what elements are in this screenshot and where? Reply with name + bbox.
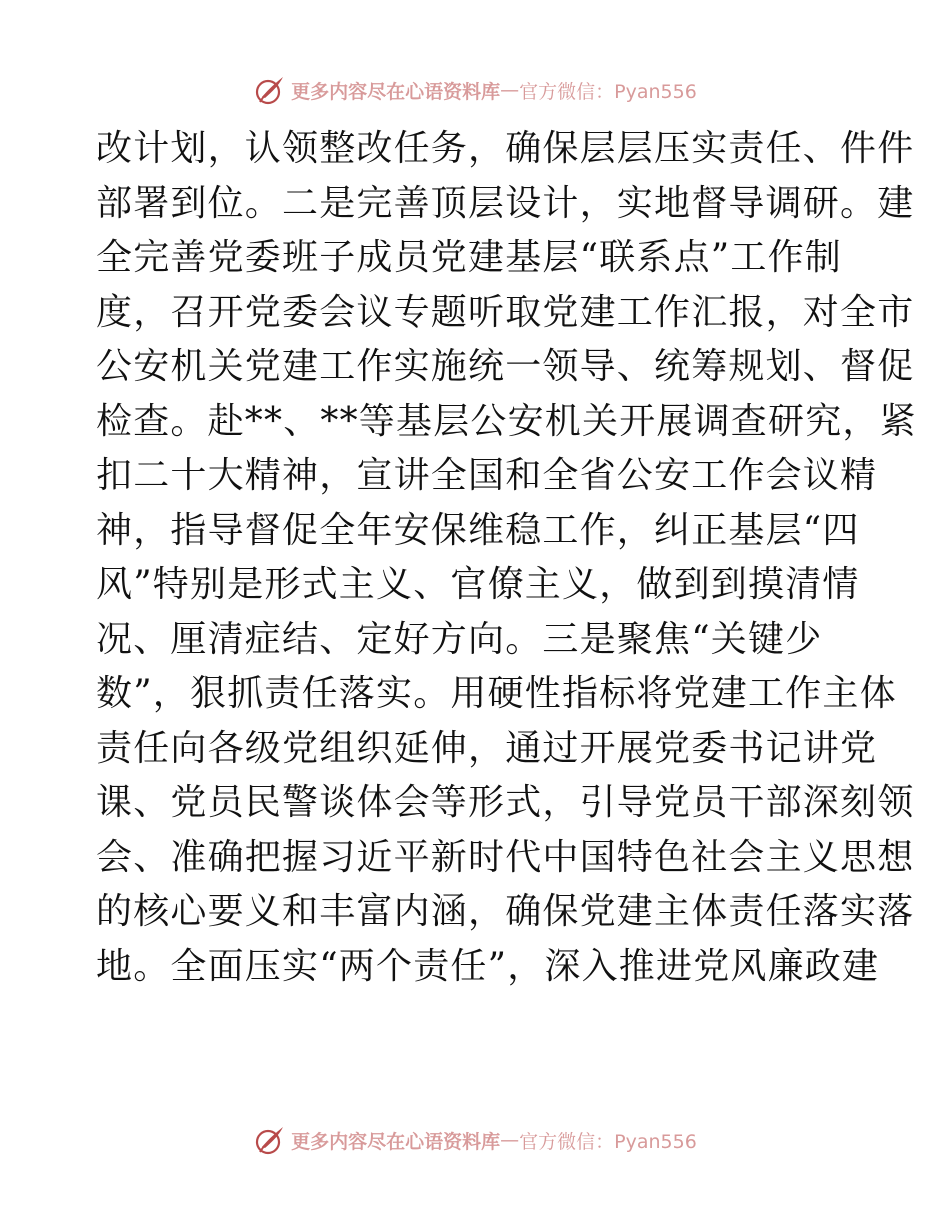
quill-logo-icon [253,1123,287,1157]
body-line: 数”，狠抓责任落实。用硬性指标将党建工作主体 [96,673,897,714]
quill-logo-icon [253,73,287,107]
body-line: 部署到位。二是完善顶层设计，实地督导调研。建 [96,182,915,224]
body-line: 课、党员民警谈体会等形式，引导党员干部深刻领 [96,782,915,823]
body-line: 检查。赴**、**等基层公安机关开展调查研究，紧 [96,400,917,442]
header-wechat-text: 官方微信：Pyan556 [519,80,697,103]
body-line: 改计划，认领整改任务，确保层层压实责任、件件 [96,128,915,169]
header-brand-text: 更多内容尽在心语资料库 [291,80,501,103]
body-line: 风”特别是形式主义、官僚主义，做到到摸清情 [96,564,860,605]
body-line: 况、厘清症结、定好方向。三是聚焦“关键少 [96,618,823,660]
footer-separator: — [500,1129,520,1151]
body-line: 会、准确把握习近平新时代中国特色社会主义思想 [96,836,915,878]
body-line: 全完善党委班子成员党建基层“联系点”工作制 [96,237,843,278]
body-line: 神，指导督促全年安保维稳工作，纠正基层“四 [96,509,860,551]
footer-wechat-text: 官方微信：Pyan556 [519,1130,697,1153]
body-line: 公安机关党建工作实施统一领导、统筹规划、督促 [96,346,915,387]
header-watermark [0,70,950,110]
header-separator: — [500,79,520,101]
body-line: 责任向各级党组织延伸，通过开展党委书记讲党 [96,727,878,769]
body-line: 度，召开党委会议专题听取党建工作汇报，对全市 [96,291,915,333]
body-line: 的核心要义和丰富内涵，确保党建主体责任落实落 [96,891,915,932]
body-line: 地。全面压实“两个责任”，深入推进党风廉政建 [96,945,880,987]
footer-watermark [0,1120,950,1160]
footer-brand-text: 更多内容尽在心语资料库 [291,1130,501,1153]
body-line: 扣二十大精神，宣讲全国和全省公安工作会议精 [96,455,878,496]
document-body [96,122,917,994]
